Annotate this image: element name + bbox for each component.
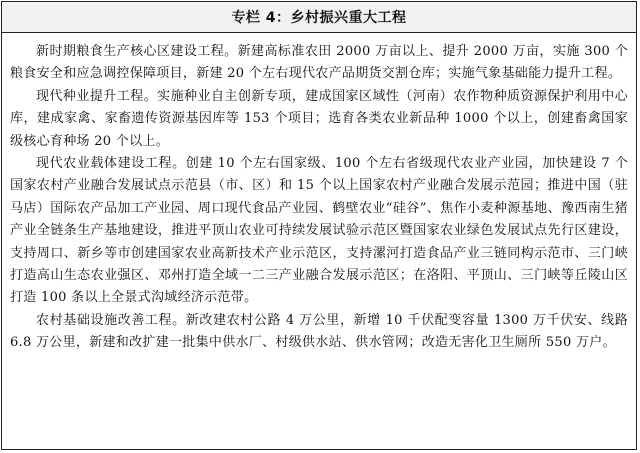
box-header — [2, 2, 636, 33]
paragraph-grain-production: 新时期粮食生产核心区建设工程。新建高标准农田 2000 万亩以上、提升 2000 万亩，实施 300 个粮食安全和应急调控保障项目，新建 20 个左右现代农产品期货交割仓库；实施气象基础能力提升工程。 — [10, 44, 628, 82]
feature-box — [1, 1, 637, 450]
paragraph-rural-infrastructure: 农村基础设施改善工程。新改建农村公路 4 万公里，新增 10 千伏配变容量 1300 万千伏安、线路 6.8 万公里，新建和改扩建一批集中供水厂、村级供水站、供水管网；改造无害化卫生厕所 550 万户。 — [10, 312, 628, 351]
box-title: 专栏 4：乡村振兴重大工程 — [231, 10, 407, 26]
paragraph-seed-industry: 现代种业提升工程。实施种业自主创新专项，建成国家区域性（河南）农作物种质资源保护利用中心库，建成家禽、家畜遗传资源基因库等 153 个项目；选育各类农业新品种 1000 个以上，创建畜禽国家级核心育种场 20 个以上。 — [10, 88, 628, 149]
paragraph-agriculture-carriers: 现代农业载体建设工程。创建 10 个左右国家级、100 个左右省级现代农业产业园，加快建设 7 个国家农村产业融合发展试点示范县（市、区）和 15 个以上国家农村产业融合发展示范园；推进中国（驻马店）国际农产品加工产业园、周口现代食品产业园、鹤壁农业“硅谷”、焦作小麦种源基地、豫西南生猪产业全链条生产基地建设，推进平顶山农业可持续发展试验示范区暨国家农业绿色发展试点先行区建设，支持周口、新乡等市创建国家农业高新技术产业示范区，支持漯河打造食品产业三链同构示范市、三门峡打造高山生态农业强区、邓州打造全域一二三产业融合发展示范区；在洛阳、平顶山、三门峡等丘陵山区打造 100 条以上全景式沟域经济示范带。 — [10, 156, 628, 306]
box-body — [2, 33, 636, 355]
